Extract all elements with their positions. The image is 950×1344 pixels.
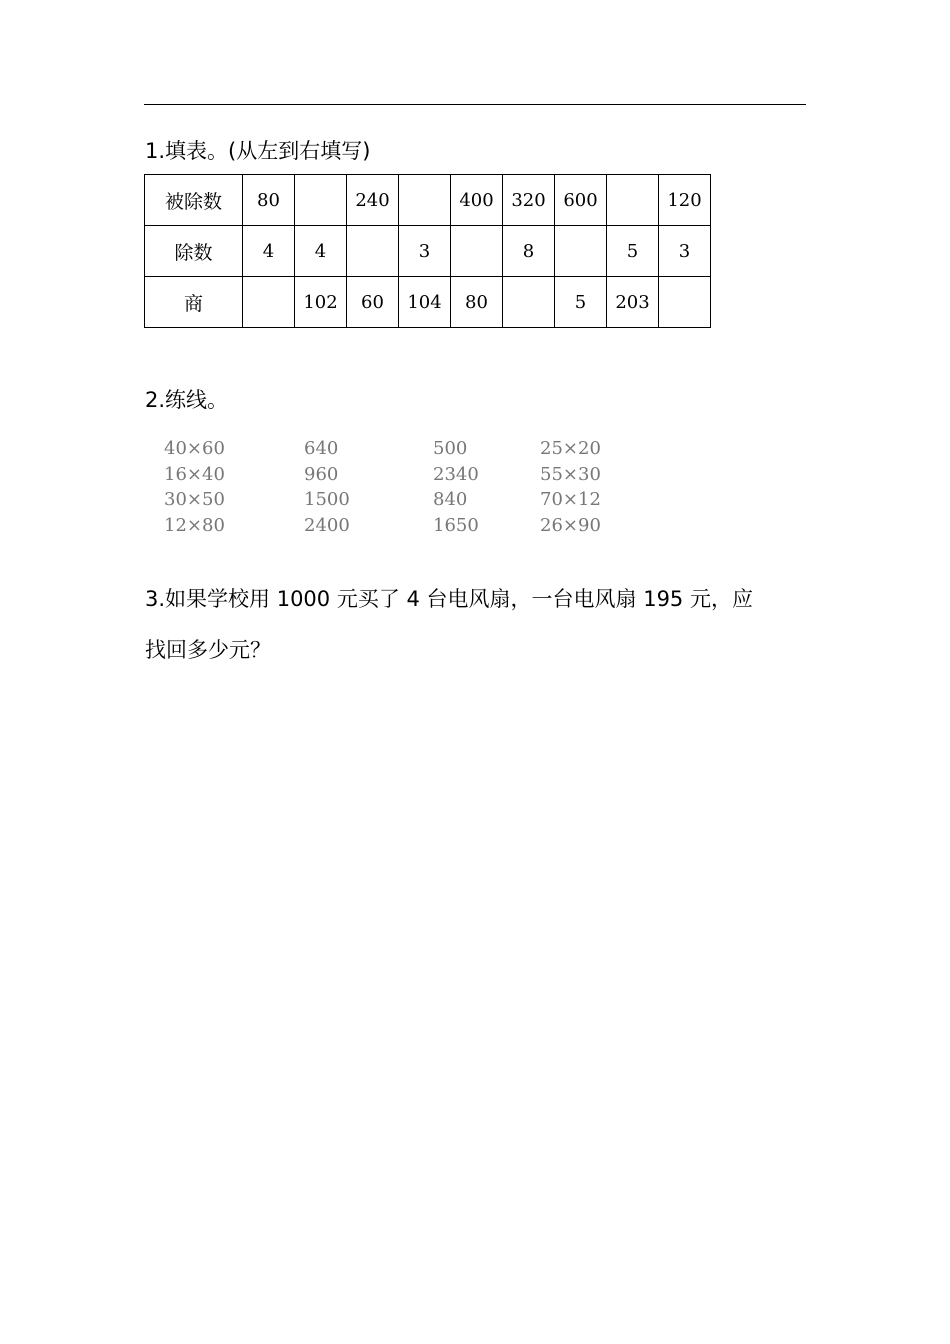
question-3-line-1: 3.如果学校用 1000 元买了 4 台电风扇，一台电风扇 195 元，应 [145,587,753,611]
matching-item: 500 [433,438,468,459]
matching-column-2 [304,436,350,538]
table-cell [555,226,607,277]
table-cell: 203 [607,277,659,328]
table-cell: 4 [295,226,347,277]
matching-column-4 [540,436,601,538]
question-2-title: 2.练线。 [145,388,229,412]
matching-item: 2400 [304,514,350,536]
table-cell: 400 [451,175,503,226]
table-cell [243,277,295,328]
matching-item: 12×80 [164,514,225,536]
table-cell: 104 [399,277,451,328]
table-cell: 120 [659,175,711,226]
table-cell: 3 [399,226,451,277]
table-cell [295,175,347,226]
table-cell: 5 [555,277,607,328]
top-rule [144,104,806,105]
table-cell: 3 [659,226,711,277]
matching-item: 26×90 [540,514,601,536]
table-cell: 320 [503,175,555,226]
matching-column-3 [433,436,479,538]
table-cell: 240 [347,175,399,226]
matching-item: 55×30 [540,463,601,485]
row-header: 被除数 [145,175,243,226]
table-cell: 80 [243,175,295,226]
matching-column-1 [164,436,225,538]
table-cell [347,226,399,277]
question-1-title: 1.填表。(从左到右填写) [145,139,371,163]
table-cell [607,175,659,226]
matching-item: 640 [304,438,339,459]
table-cell: 80 [451,277,503,328]
question-3-line-2: 找回多少元？ [145,638,271,662]
table-cell: 102 [295,277,347,328]
matching-item: 30×50 [164,489,225,510]
row-header: 除数 [145,226,243,277]
table-row [145,277,711,328]
table-cell: 600 [555,175,607,226]
matching-item: 960 [304,463,339,485]
matching-item: 2340 [433,463,479,485]
matching-item: 25×20 [540,438,601,459]
matching-item: 70×12 [540,489,601,510]
division-table [144,174,711,328]
table-cell: 60 [347,277,399,328]
table-row [145,175,711,226]
matching-item: 840 [433,489,468,510]
table-cell: 5 [607,226,659,277]
table-cell [399,175,451,226]
row-header: 商 [145,277,243,328]
matching-item: 16×40 [164,463,225,485]
matching-item: 1650 [433,514,479,536]
table-row [145,226,711,277]
matching-item: 40×60 [164,438,225,459]
table-cell [659,277,711,328]
table-cell [503,277,555,328]
table-cell: 8 [503,226,555,277]
table-cell: 4 [243,226,295,277]
table-cell [451,226,503,277]
matching-item: 1500 [304,489,350,510]
